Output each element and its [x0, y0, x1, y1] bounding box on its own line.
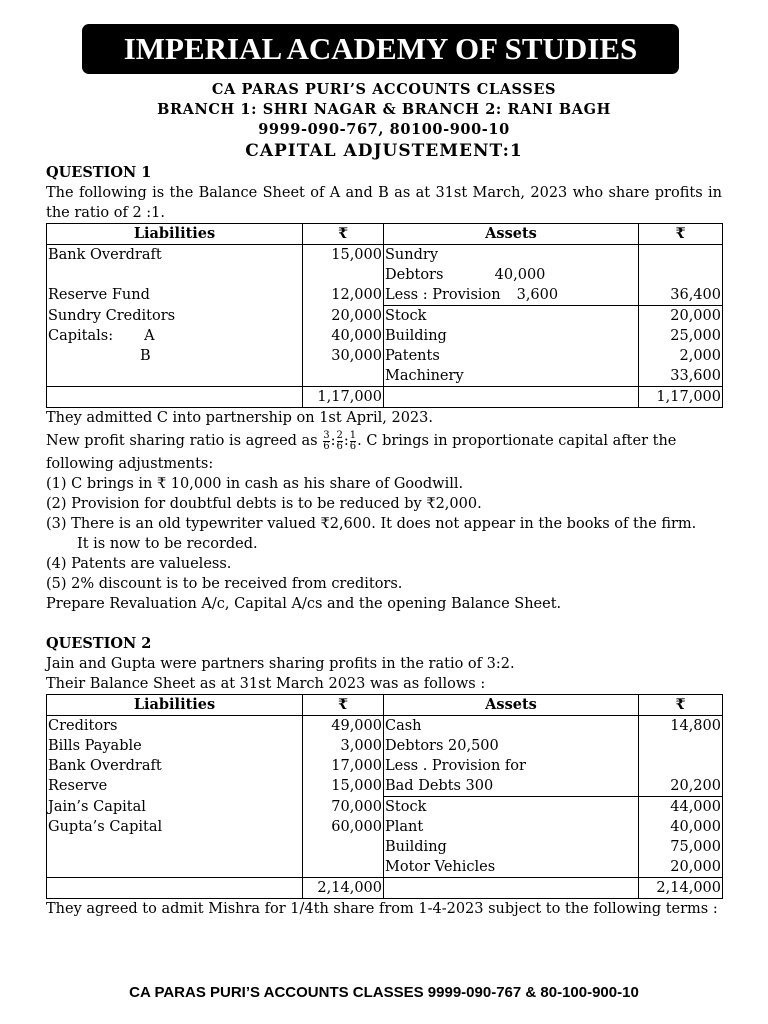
table-row: [47, 306, 723, 327]
cell-amount: [303, 366, 384, 387]
cell-asset: Building: [384, 326, 639, 346]
cell-empty: [47, 878, 303, 899]
table-row: [47, 366, 723, 387]
cell-asset: Building: [384, 837, 639, 857]
question-1-intro: The following is the Balance Sheet of A and B as at 31st March, 2023 who share profits in the ratio of 2 :1.: [46, 185, 722, 221]
adjustment-item: (3) There is an old typewriter valued ₹2,600. It does not appear in the books of the firm.: [46, 516, 697, 532]
cell-amount: [303, 265, 384, 285]
cell-amount: 60,000: [303, 817, 384, 837]
capitals-label: Capitals:: [48, 328, 114, 344]
header-liabilities: Liabilities: [47, 695, 303, 716]
cell-liability: Bank Overdraft: [47, 245, 303, 266]
table-row: [47, 326, 723, 346]
cell-amount: [303, 837, 384, 857]
cell-liability: Creditors: [47, 716, 303, 737]
cell-amount: 49,000: [303, 716, 384, 737]
question-2-heading: QUESTION 2: [46, 635, 152, 652]
cell-asset: Cash: [384, 716, 639, 737]
header-line-phones: 9999-090-767, 80100-900-10: [258, 121, 510, 138]
cell-empty: [384, 387, 639, 408]
ratio-line: New profit sharing ratio is agreed as $\frac{3}{6}$ : $\frac{2}{6}$ : $\frac{1}{6}$ . C brings in proportionate capital after the: [46, 429, 677, 452]
fraction-a: $\frac{3}{6}$: [323, 429, 330, 452]
cell-asset: Stock: [384, 306, 639, 327]
cell-amount: [639, 756, 723, 776]
admit-line: They admitted C into partnership on 1st April, 2023.: [46, 410, 433, 426]
fraction-c: $\frac{1}{6}$: [349, 429, 357, 452]
banner-title: IMPERIAL ACADEMY OF STUDIES: [82, 24, 679, 74]
header-rupee: ₹: [639, 695, 723, 716]
prepare-instruction: Prepare Revaluation A/c, Capital A/cs and the opening Balance Sheet.: [46, 596, 562, 612]
provision-amount: 3,600: [516, 287, 559, 303]
cell-amount: 12,000: [303, 285, 384, 306]
cell-amount: 20,200: [639, 776, 723, 797]
cell-empty: [47, 387, 303, 408]
header-rupee: ₹: [303, 224, 384, 245]
balance-sheet-2: [46, 694, 723, 899]
cell-amount: 20,000: [639, 857, 723, 878]
cell-empty: [384, 878, 639, 899]
cell-amount: 30,000: [303, 346, 384, 366]
adjustment-item: (5) 2% discount is to be received from creditors.: [46, 576, 403, 592]
table-row: [47, 245, 723, 266]
cell-asset: Motor Vehicles: [384, 857, 639, 878]
cell-asset: Patents: [384, 346, 639, 366]
header-rupee: ₹: [303, 695, 384, 716]
table-row: [47, 346, 723, 366]
partner-b: B: [140, 348, 151, 364]
cell-amount: [303, 857, 384, 878]
cell-asset: [384, 265, 639, 285]
cell-amount: 36,400: [639, 285, 723, 306]
balance-sheet-1: [46, 223, 723, 408]
header-line-classes: CA PARAS PURI’S ACCOUNTS CLASSES: [211, 81, 557, 98]
cell-liability: Bank Overdraft: [47, 756, 303, 776]
cell-liability: [47, 857, 303, 878]
cell-amount: 44,000: [639, 797, 723, 818]
cell-amount: 33,600: [639, 366, 723, 387]
cell-amount: 20,000: [639, 306, 723, 327]
page-footer: CA PARAS PURI’S ACCOUNTS CLASSES 9999-090-767 & 80-100-900-10: [129, 984, 639, 1001]
cell-amount: 40,000: [303, 326, 384, 346]
provision-label: Less : Provision: [385, 287, 501, 303]
document-title: CAPITAL ADJUSTEMENT:1: [245, 141, 523, 161]
cell-amount: 15,000: [303, 245, 384, 266]
table-row: [47, 797, 723, 818]
cell-liability: Reserve Fund: [47, 285, 303, 306]
total-assets: 2,14,000: [639, 878, 723, 899]
cell-asset: [384, 285, 639, 306]
cell-liability: [47, 366, 303, 387]
partner-a: A: [144, 328, 155, 344]
cell-amount: [639, 736, 723, 756]
table-row: [47, 817, 723, 837]
ratio-prefix: New profit sharing ratio is agreed as: [46, 433, 318, 449]
cell-amount: [639, 245, 723, 266]
ratio-suffix: . C brings in proportionate capital after the: [357, 433, 677, 449]
cell-asset: Plant: [384, 817, 639, 837]
table-row: [47, 285, 723, 306]
cell-amount: 75,000: [639, 837, 723, 857]
table-row: [47, 736, 723, 756]
table-row: [47, 756, 723, 776]
header-rupee: ₹: [639, 224, 723, 245]
question-2-closing: They agreed to admit Mishra for 1/4th share from 1-4-2023 subject to the following terms :: [46, 901, 718, 917]
cell-amount: 14,800: [639, 716, 723, 737]
adjustment-item: (1) C brings in ₹ 10,000 in cash as his share of Goodwill.: [46, 476, 464, 492]
table-header: [47, 695, 723, 716]
question-1-heading: QUESTION 1: [46, 164, 152, 181]
cell-amount: 40,000: [639, 817, 723, 837]
header-line-branches: BRANCH 1: SHRI NAGAR & BRANCH 2: RANI BAGH: [157, 101, 611, 118]
cell-amount: [639, 265, 723, 285]
total-liabilities: 2,14,000: [303, 878, 384, 899]
cell-asset: Bad Debts 300: [384, 776, 639, 797]
cell-asset: Debtors 20,500: [384, 736, 639, 756]
cell-amount: 3,000: [303, 736, 384, 756]
total-assets: 1,17,000: [639, 387, 723, 408]
cell-liability: [47, 326, 303, 346]
table-total-row: [47, 387, 723, 408]
cell-asset: Machinery: [384, 366, 639, 387]
table-row: [47, 837, 723, 857]
cell-amount: 15,000: [303, 776, 384, 797]
cell-liability: Reserve: [47, 776, 303, 797]
cell-liability: Gupta’s Capital: [47, 817, 303, 837]
question-2-line2: Their Balance Sheet as at 31st March 2023 was as follows :: [46, 676, 486, 692]
cell-liability: Sundry Creditors: [47, 306, 303, 327]
cell-asset: Sundry: [384, 245, 639, 266]
table-row: [47, 716, 723, 737]
adjustment-item: (2) Provision for doubtful debts is to be reduced by ₹2,000.: [46, 496, 482, 512]
cell-liability: [47, 837, 303, 857]
header-liabilities: Liabilities: [47, 224, 303, 245]
cell-liability: Bills Payable: [47, 736, 303, 756]
table-header: [47, 224, 723, 245]
adjustments-intro: following adjustments:: [46, 456, 214, 472]
debtors-label: Debtors: [385, 267, 444, 283]
total-liabilities: 1,17,000: [303, 387, 384, 408]
table-row: [47, 857, 723, 878]
header-assets: Assets: [384, 695, 639, 716]
cell-amount: 17,000: [303, 756, 384, 776]
table-total-row: [47, 878, 723, 899]
cell-asset: Stock: [384, 797, 639, 818]
question-1: [46, 163, 722, 614]
adjustment-item: (4) Patents are valueless.: [46, 556, 232, 572]
adjustment-item-continued: It is now to be recorded.: [77, 536, 258, 552]
fraction-b: $\frac{2}{6}$: [336, 429, 343, 452]
cell-liability: [47, 265, 303, 285]
cell-amount: 25,000: [639, 326, 723, 346]
cell-liability: [47, 346, 303, 366]
debtors-amount: 40,000: [494, 267, 546, 283]
cell-amount: 20,000: [303, 306, 384, 327]
header-assets: Assets: [384, 224, 639, 245]
question-2-line1: Jain and Gupta were partners sharing profits in the ratio of 3:2.: [46, 656, 515, 672]
cell-asset: Less . Provision for: [384, 756, 639, 776]
cell-liability: Jain’s Capital: [47, 797, 303, 818]
cell-amount: 70,000: [303, 797, 384, 818]
cell-amount: 2,000: [639, 346, 723, 366]
question-2: [46, 634, 722, 919]
table-row: [47, 265, 723, 285]
table-row: [47, 776, 723, 797]
